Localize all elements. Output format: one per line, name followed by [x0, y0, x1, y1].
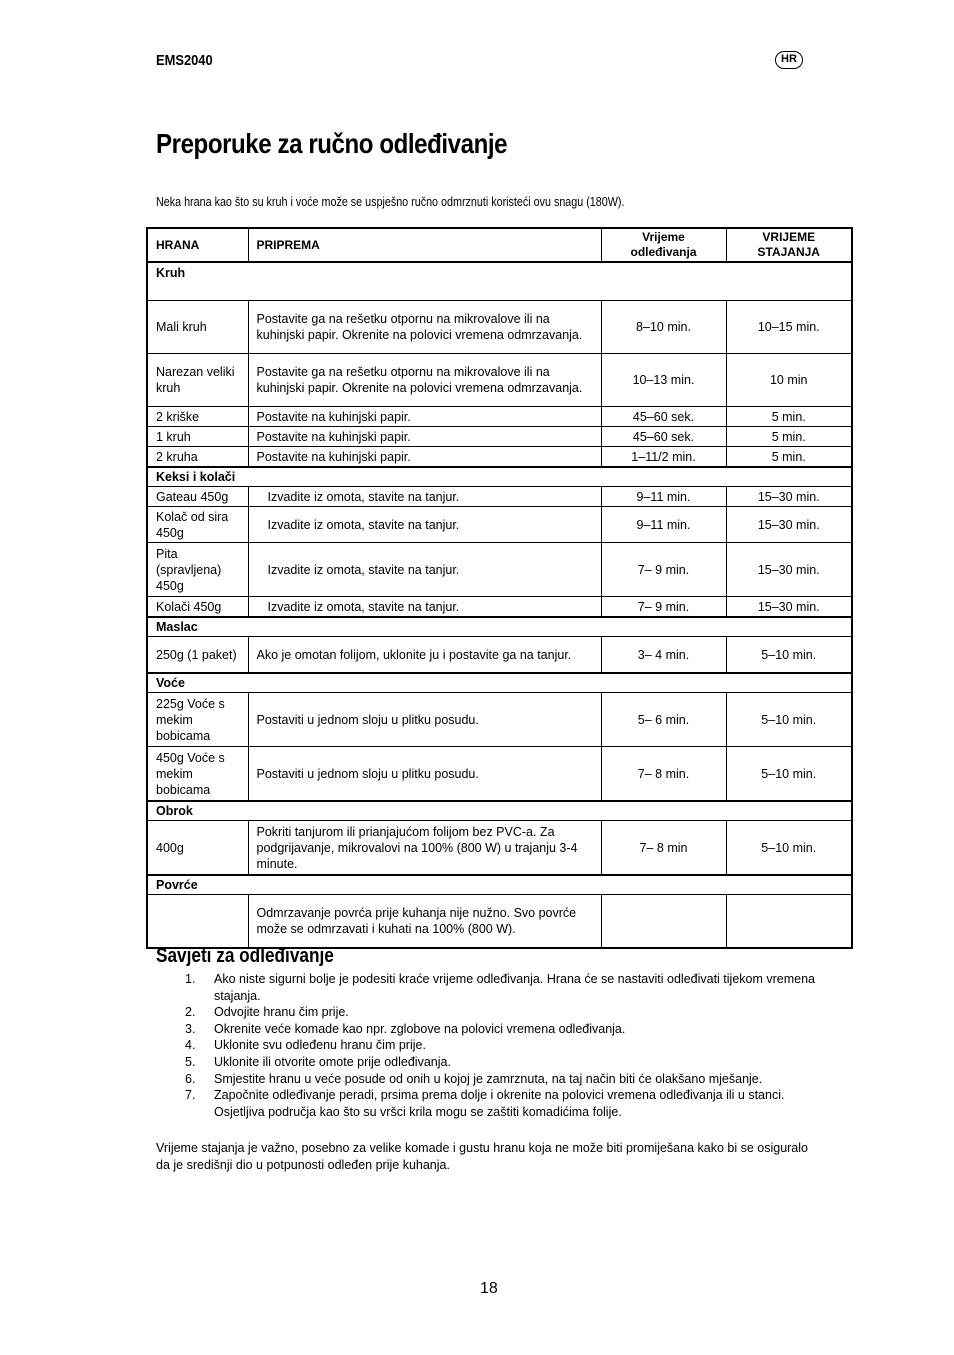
tip-text: Okrenite veće komade kao npr. zglobove na polovici vremena odleđivanja. — [214, 1021, 626, 1036]
table-row — [147, 447, 852, 468]
table-row — [147, 637, 852, 674]
category-label: Obrok — [147, 801, 852, 821]
prep-cell: Odmrzavanje povrća prije kuhanja nije nužno. Svo povrće može se odmrzavati i kuhati na 100% (800 W). — [248, 895, 601, 949]
defrost-time-cell: 45–60 sek. — [601, 407, 726, 427]
food-cell: Kolači 450g — [147, 597, 248, 618]
tip-item — [156, 1004, 816, 1021]
standing-time-cell: 5–10 min. — [726, 821, 852, 876]
category-label: Voće — [147, 673, 852, 693]
model-number: EMS2040 — [156, 52, 213, 69]
prep-cell: Izvadite iz omota, stavite na tanjur. — [248, 507, 601, 543]
tip-item — [156, 1021, 816, 1038]
prep-cell: Postavite ga na rešetku otpornu na mikrovalove ili na kuhinjski papir. Okrenite na polovici vremena odmrzavanja. — [248, 301, 601, 354]
table-row — [147, 895, 852, 949]
food-cell: Narezan veliki kruh — [147, 354, 248, 407]
defrost-time-cell: 3– 4 min. — [601, 637, 726, 674]
tip-text: Ako niste sigurni bolje je podesiti kraće vrijeme odleđivanja. Hrana će se nastaviti odleđivati tijekom vremena stajanja. — [214, 972, 815, 1003]
table-row — [147, 693, 852, 747]
header-defrost-time: Vrijeme odleđivanja — [601, 228, 726, 262]
standing-time-cell: 10 min — [726, 354, 852, 407]
food-cell: Mali kruh — [147, 301, 248, 354]
tip-number: 1. — [185, 972, 196, 986]
standing-time-cell: 5 min. — [726, 447, 852, 468]
food-cell — [147, 895, 248, 949]
tips-list — [156, 971, 816, 1120]
defrost-time-cell: 45–60 sek. — [601, 427, 726, 447]
tip-number: 4. — [185, 1038, 196, 1053]
tip-item — [156, 1037, 816, 1054]
standing-time-cell: 15–30 min. — [726, 487, 852, 507]
prep-cell: Postavite na kuhinjski papir. — [248, 407, 601, 427]
language-badge: HR — [775, 51, 803, 69]
table-row — [147, 301, 852, 354]
prep-cell: Izvadite iz omota, stavite na tanjur. — [248, 487, 601, 507]
category-row — [147, 467, 852, 487]
defrost-time-cell: 7– 9 min. — [601, 543, 726, 597]
prep-cell: Izvadite iz omota, stavite na tanjur. — [248, 543, 601, 597]
tip-item — [156, 1071, 816, 1088]
tip-item — [156, 971, 816, 1004]
category-row — [147, 801, 852, 821]
standing-time-cell: 5 min. — [726, 407, 852, 427]
standing-time-cell: 15–30 min. — [726, 597, 852, 618]
tip-number: 5. — [185, 1054, 196, 1069]
food-cell: 1 kruh — [147, 427, 248, 447]
prep-cell: Izvadite iz omota, stavite na tanjur. — [248, 597, 601, 618]
intro-text: Neka hrana kao što su kruh i voće može se uspješno ručno odmrznuti koristeći ovu snagu (180W). — [156, 195, 625, 209]
standing-time-cell: 5–10 min. — [726, 637, 852, 674]
category-label: Maslac — [147, 617, 852, 637]
standing-time-cell: 10–15 min. — [726, 301, 852, 354]
tip-number: 6. — [185, 1071, 196, 1086]
defrost-time-cell: 1–11/2 min. — [601, 447, 726, 468]
prep-cell: Pokriti tanjurom ili prianjajućom folijom bez PVC-a. Za podgrijavanje, mikrovalovi na 100% (800 W) u trajanju 3-4 minute. — [248, 821, 601, 876]
header-food: HRANA — [147, 228, 248, 262]
tip-text: Uklonite ili otvorite omote prije odleđivanja. — [214, 1054, 451, 1069]
table-header-row — [147, 228, 852, 262]
food-cell: Pita (spravljena) 450g — [147, 543, 248, 597]
tip-text: Započnite odleđivanje peradi, prsima prema dolje i okrenite na polovici vremena odleđivanja ili u stanci. Osjetljiva područja kao što su vršci krila mogu se zaštiti komadićima folije. — [214, 1088, 785, 1119]
table-row — [147, 407, 852, 427]
table-row — [147, 507, 852, 543]
table-row — [147, 543, 852, 597]
standing-time-cell: 5–10 min. — [726, 747, 852, 802]
page-title: Preporuke za ručno odleđivanje — [156, 128, 508, 159]
defrost-time-cell: 8–10 min. — [601, 301, 726, 354]
defrost-table — [146, 227, 853, 949]
tip-text: Uklonite svu odleđenu hranu čim prije. — [214, 1038, 426, 1053]
defrost-time-cell: 9–11 min. — [601, 487, 726, 507]
table-row — [147, 487, 852, 507]
standing-time-note: Vrijeme stajanja je važno, posebno za velike komade i gustu hranu koja ne može biti promiješana kako bi se osiguralo da je središnji dio u potpunosti odleđen prije kuhanja. — [156, 1141, 808, 1172]
defrost-time-cell — [601, 895, 726, 949]
table-row — [147, 747, 852, 802]
category-row — [147, 262, 852, 301]
tip-number: 3. — [185, 1021, 196, 1036]
category-label: Keksi i kolači — [147, 467, 852, 487]
tip-number: 7. — [185, 1088, 196, 1103]
standing-time-cell: 5–10 min. — [726, 693, 852, 747]
defrost-time-cell: 7– 8 min — [601, 821, 726, 876]
category-row — [147, 673, 852, 693]
food-cell: Kolač od sira 450g — [147, 507, 248, 543]
tip-number: 2. — [185, 1005, 196, 1020]
standing-time-cell — [726, 895, 852, 949]
tip-item — [156, 1087, 816, 1120]
defrost-table-body — [147, 228, 852, 948]
tip-text: Odvojite hranu čim prije. — [214, 1005, 349, 1020]
standing-time-cell: 15–30 min. — [726, 507, 852, 543]
standing-time-cell: 15–30 min. — [726, 543, 852, 597]
food-cell: 400g — [147, 821, 248, 876]
food-cell: 2 kriške — [147, 407, 248, 427]
header-prep: PRIPREMA — [248, 228, 601, 262]
table-row — [147, 821, 852, 876]
prep-cell: Postaviti u jednom sloju u plitku posudu. — [248, 747, 601, 802]
category-label: Kruh — [147, 262, 852, 301]
table-row — [147, 597, 852, 618]
tips-title: Savjeti za odleđivanje — [156, 945, 334, 967]
category-row — [147, 617, 852, 637]
food-cell: 225g Voće s mekim bobicama — [147, 693, 248, 747]
category-row — [147, 875, 852, 895]
defrost-time-cell: 9–11 min. — [601, 507, 726, 543]
prep-cell: Postavite ga na rešetku otpornu na mikrovalove ili na kuhinjski papir. Okrenite na polovici vremena odmrzavanja. — [248, 354, 601, 407]
table-row — [147, 354, 852, 407]
prep-cell: Ako je omotan folijom, uklonite ju i postavite ga na tanjur. — [248, 637, 601, 674]
food-cell: Gateau 450g — [147, 487, 248, 507]
tip-text: Smjestite hranu u veće posude od onih u kojoj je zamrznuta, na taj način biti će olakšano mješanje. — [214, 1071, 763, 1086]
tip-item — [156, 1054, 816, 1071]
table-row — [147, 427, 852, 447]
header-standing-time: VRIJEME STAJANJA — [726, 228, 852, 262]
food-cell: 2 kruha — [147, 447, 248, 468]
defrost-time-cell: 7– 8 min. — [601, 747, 726, 802]
prep-cell: Postaviti u jednom sloju u plitku posudu. — [248, 693, 601, 747]
defrost-time-cell: 7– 9 min. — [601, 597, 726, 618]
defrost-time-cell: 10–13 min. — [601, 354, 726, 407]
page-number: 18 — [480, 1280, 498, 1297]
defrost-time-cell: 5– 6 min. — [601, 693, 726, 747]
standing-time-cell: 5 min. — [726, 427, 852, 447]
prep-cell: Postavite na kuhinjski papir. — [248, 427, 601, 447]
food-cell: 250g (1 paket) — [147, 637, 248, 674]
prep-cell: Postavite na kuhinjski papir. — [248, 447, 601, 468]
food-cell: 450g Voće s mekim bobicama — [147, 747, 248, 802]
category-label: Povrće — [147, 875, 852, 895]
